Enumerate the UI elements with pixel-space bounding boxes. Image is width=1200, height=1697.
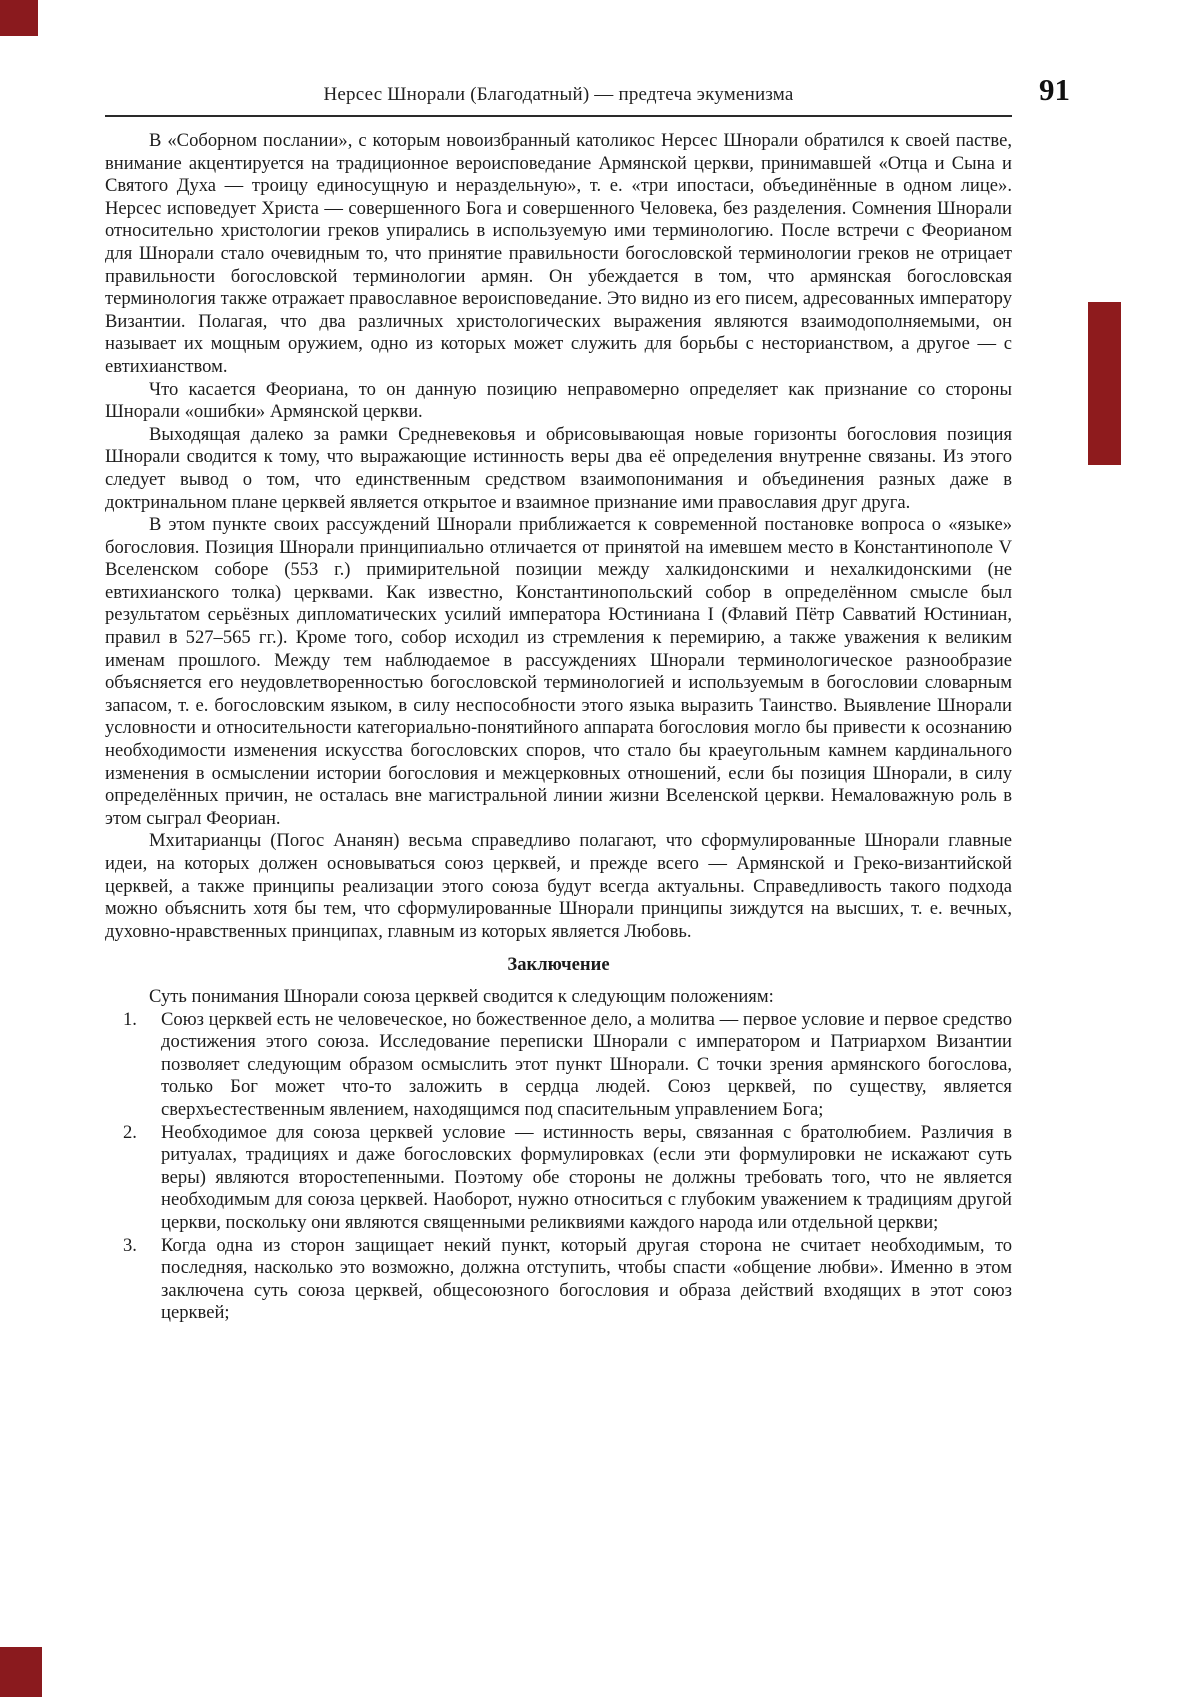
- list-item-1: [105, 1009, 1012, 1122]
- list-item-3-number: 3.: [123, 1234, 137, 1256]
- paragraph-1: В «Соборном послании», с которым новоизбранный католикос Нерсес Шнорали обратился к своей пастве, внимание акцентируется на традиционное вероисповедание Армянской церкви, принимавшей «Отца и Сына и Святого Духа — троицу единосущную и нераздельную», т. е. «три ипостаси, объединённые в одном лице». Нерсес исповедует Христа — совершенного Бога и совершенного Человека, без разделения. Сомнения Шнорали относительно христологии греков упирались в используемую ими терминологию. После встречи с Феорианом для Шнорали стало очевидным то, что принятие правильности богословской терминологии греков не отрицает правильности богословской терминологии армян. Он убеждается в том, что армянская богословская терминология также отражает православное вероисповедание. Это видно из его писем, адресованных императору Византии. Полагая, что два различных христологических выражения являются взаимодополняемыми, он называет их мощным оружием, одно из которых может служить для борьбы с несторианством, а другое — с евтихианством.: [105, 130, 1012, 377]
- page-number: 91: [1039, 72, 1070, 107]
- edge-index-tab: [1088, 302, 1121, 465]
- list-item-2-number: 2.: [123, 1121, 137, 1143]
- list-item-2: [105, 1122, 1012, 1235]
- paragraph-3: Выходящая далеко за рамки Средневековья и обрисовывающая новые горизонты богословия позиция Шнорали сводится к тому, что выражающие истинность веры два её определения внутренне связаны. Из этого следует вывод о том, что единственным средством взаимопонимания и объединения разных даже в доктринальном плане церквей является открытое и взаимное признание ими православия друг друга.: [105, 423, 1012, 513]
- list-intro: Суть понимания Шнорали союза церквей сводится к следующим положениям:: [149, 985, 774, 1007]
- list-item-1-number: 1.: [123, 1008, 137, 1030]
- paragraph-5: Мхитарианцы (Погос Ананян) весьма справедливо полагают, что сформулированные Шнорали главные идеи, на которых должен основываться союз церквей, и прежде всего — Армянской и Греко-византийской церквей, а также принципы реализации этого союза будут всегда актуальны. Справедливость такого подхода можно объяснить хотя бы тем, что сформулированные Шнорали принципы зиждутся на высших, т. е. вечных, духовно-нравственных принципах, главным из которых является Любовь.: [105, 830, 1012, 942]
- header-rule: [105, 115, 1012, 117]
- running-header: [105, 72, 1070, 107]
- paragraph-2: Что касается Феориана, то он данную позицию неправомерно определяет как признание со стороны Шнорали «ошибки» Армянской церкви.: [105, 378, 1012, 423]
- corner-mark-bottom-left: [0, 1647, 42, 1697]
- ordered-list: [105, 1009, 1012, 1325]
- paragraph-4: В этом пункте своих рассуждений Шнорали приближается к современной постановке вопроса о «языке» богословия. Позиция Шнорали принципиально отличается от принятой на имевшем место в Константинополе V Вселенском соборе (553 г.) примирительной позиции между халкидонскими и нехалкидонскими (не евтихианского толка) церквами. Как известно, Константинопольский собор в определённом смысле был результатом серьёзных дипломатических усилий императора Юстиниана I (Флавий Пётр Савватий Юстиниан, правил в 527–565 гг.). Кроме того, собор исходил из стремления к перемирию, а также уважения к великим именам прошлого. Между тем наблюдаемое в рассуждениях Шнорали терминологическое разнообразие объясняется его неудовлетворенностью богословской терминологией и используемым в богословии словарным запасом, т. е. богословским языком, в силу неспособности этого языка выразить Таинство. Выявление Шнорали условности и относительности категориально-понятийного аппарата богословия могло бы привести к осознанию необходимости изменения искусства богословских споров, что стало бы краеугольным камнем кардинального изменения в осмыслении истории богословия и межцерковных отношений, если бы позиция Шнорали, в силу определённых причин, не осталась вне магистральной линии жизни Вселенской церкви. Немаловажную роль в этом сыграл Феориан.: [105, 514, 1012, 829]
- list-item-3: [105, 1235, 1012, 1325]
- list-item-3-text: Когда одна из сторон защищает некий пункт, который другая сторона не считает необходимым, то последняя, насколько это возможно, должна отступить, чтобы спасти «общение любви». Именно в этом заключена суть союза церквей, общесоюзного богословия и образа действий входящих в этот союз церквей;: [161, 1234, 1012, 1324]
- list-item-2-text: Необходимое для союза церквей условие — истинность веры, связанная с братолюбием. Различия в ритуалах, традициях и даже богословских формулировках (если эти формулировки не искажают суть веры) являются второстепенными. Поэтому обе стороны не должны требовать того, что не является необходимым для союза церквей. Наоборот, нужно относиться с глубоким уважением к традициям другой церкви, поскольку они являются священными реликвиями каждого народа или отдельной церкви;: [161, 1121, 1012, 1233]
- corner-mark-top-left: [0, 0, 38, 36]
- list-item-1-text: Союз церквей есть не человеческое, но божественное дело, а молитва — первое условие и первое средство достижения этого союза. Исследование переписки Шнорали с императором и Патриархом Византии позволяет следующим образом осмыслить этот пункт Шнорали. С точки зрения армянского богослова, только Бог может что-то заложить в сердца людей. Союз церквей, по существу, является сверхъестественным явлением, находящимся под спасительным управлением Бога;: [161, 1008, 1012, 1120]
- body-text: [105, 130, 1012, 1325]
- page-content: [105, 72, 1070, 1325]
- section-heading: Заключение: [507, 954, 610, 976]
- running-header-title: Нерсес Шнорали (Благодатный) — предтеча экуменизма: [323, 84, 794, 105]
